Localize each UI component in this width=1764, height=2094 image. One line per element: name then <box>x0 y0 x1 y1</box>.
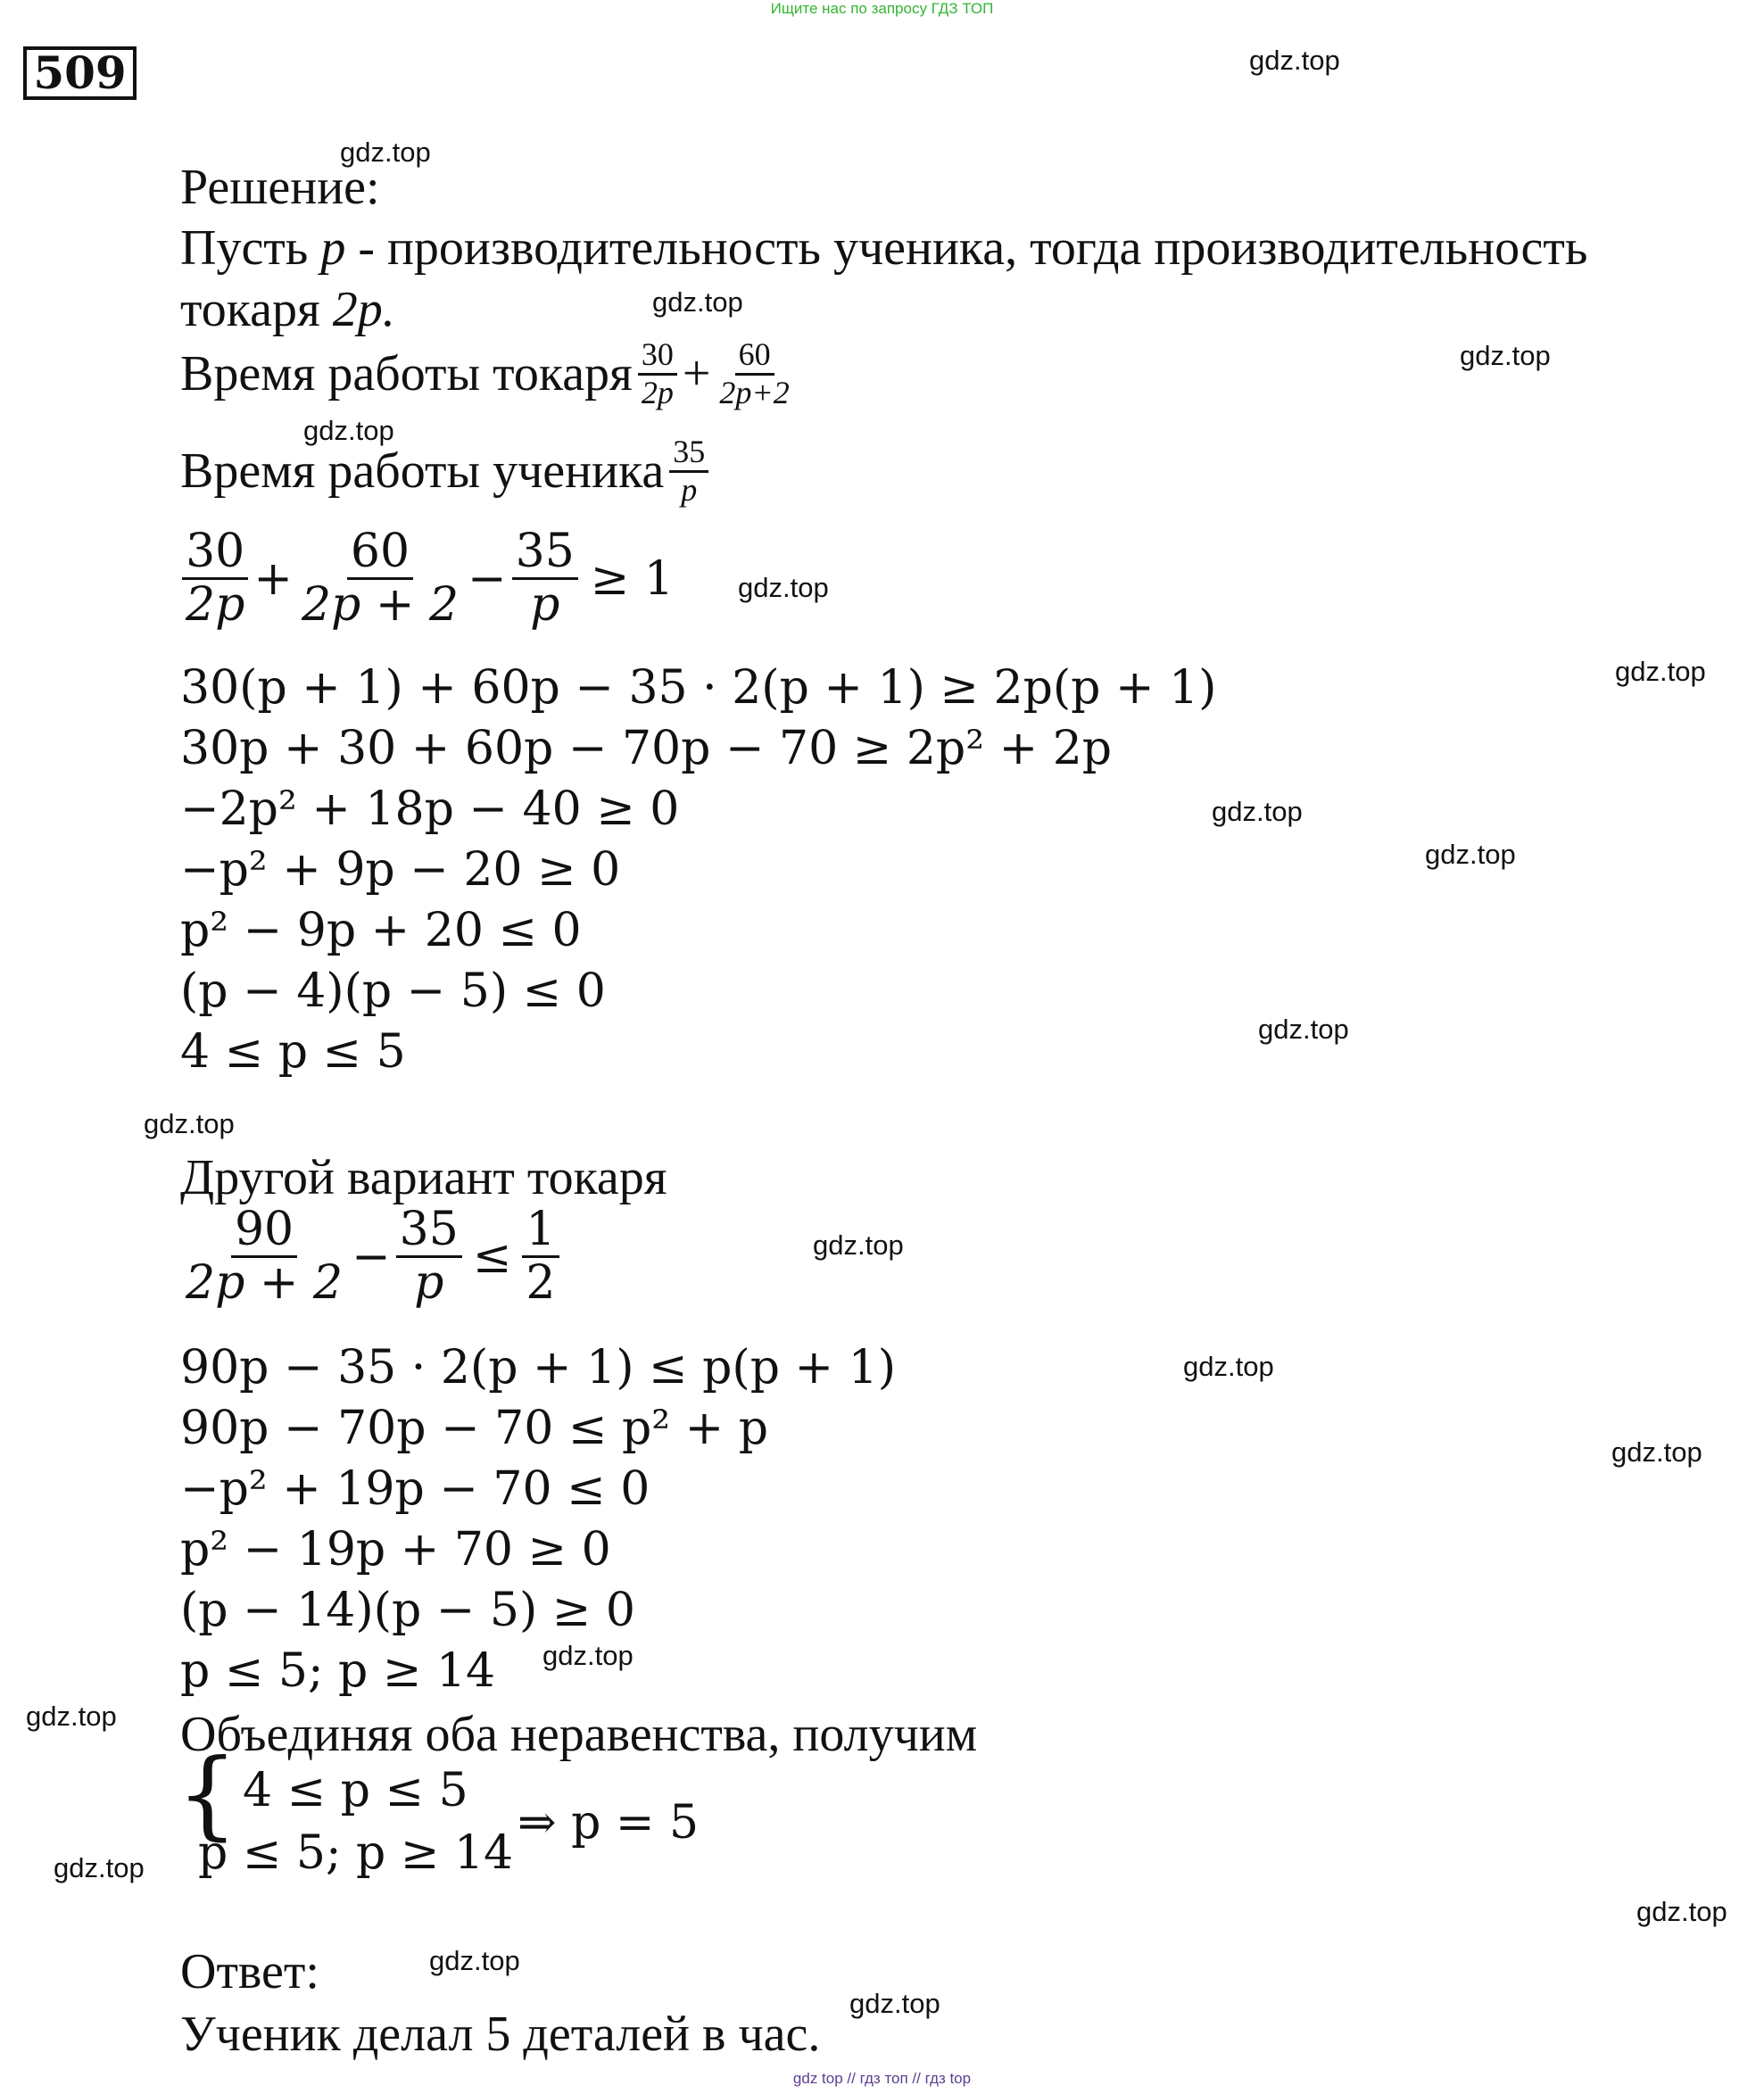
derivation-line: 30p + 30 + 60p − 70p − 70 ≥ 2p² + 2p <box>180 722 1113 775</box>
watermark: gdz.top <box>303 415 394 446</box>
student-time-line <box>180 435 714 508</box>
watermark: gdz.top <box>652 286 743 318</box>
denominator: 2p + 2 <box>301 578 460 633</box>
numerator: 90 <box>231 1204 297 1258</box>
watermark: gdz.top <box>26 1701 117 1732</box>
numerator: 35 <box>396 1204 462 1258</box>
watermark: gdz.top <box>849 1988 940 2019</box>
watermark: gdz.top <box>340 137 431 168</box>
watermark: gdz.top <box>1615 656 1706 687</box>
watermark: gdz.top <box>1249 45 1340 76</box>
main-inequality <box>177 526 674 631</box>
minus-sign: − <box>352 1229 391 1284</box>
numerator: 30 <box>638 337 677 376</box>
watermark: gdz.top <box>54 1852 145 1883</box>
watermark: gdz.top <box>1183 1351 1274 1382</box>
ge-one: ≥ 1 <box>590 551 674 606</box>
derivation-line: p² − 19p + 70 ≥ 0 <box>180 1523 611 1577</box>
system-line-1: 4 ≤ p ≤ 5 <box>243 1764 468 1817</box>
intro-line-1 <box>180 219 1587 277</box>
denominator: 2 <box>526 1256 556 1311</box>
second-inequality <box>177 1204 565 1309</box>
derivation-line: 4 ≤ p ≤ 5 <box>180 1025 406 1079</box>
answer-heading: Ответ: <box>180 1944 319 1999</box>
fraction-60-2p2 <box>716 337 792 410</box>
variable-p: p <box>320 220 346 276</box>
solution-heading: Решение: <box>180 160 380 215</box>
watermark: gdz.top <box>1636 1896 1727 1927</box>
numerator: 1 <box>522 1204 559 1258</box>
intro-line-2 <box>180 281 395 338</box>
fraction-35-p <box>669 435 708 508</box>
intro-rest: - производительность ученика, тогда производительность <box>358 220 1588 276</box>
watermark: gdz.top <box>1258 1014 1349 1045</box>
denominator: 2p + 2 <box>186 1256 344 1311</box>
fraction-1-2 <box>522 1204 559 1309</box>
turner-word: токаря <box>180 282 320 337</box>
derivation-line: (p − 14)(p − 5) ≥ 0 <box>180 1584 635 1637</box>
fraction-90-2p-plus-2 <box>182 1204 346 1309</box>
fraction-60-2p-plus-2-large <box>298 526 462 631</box>
fraction-35-p <box>396 1204 462 1309</box>
combine-text: Объединяя оба неравенства, получим <box>180 1707 978 1762</box>
le-sign: ≤ <box>472 1229 512 1284</box>
answer-text: Ученик делал 5 деталей в час. <box>180 2007 821 2062</box>
numerator: 60 <box>735 337 774 376</box>
denominator: p <box>530 578 560 633</box>
numerator: 35 <box>512 526 578 580</box>
turner-time-label: Время работы токаря <box>180 346 633 402</box>
watermark: gdz.top <box>813 1229 904 1261</box>
minus-sign: − <box>468 551 507 606</box>
derivation-line: p² − 9p + 20 ≤ 0 <box>180 904 582 957</box>
derivation-line: 30(p + 1) + 60p − 35 · 2(p + 1) ≥ 2p(p + 1) <box>180 661 1217 715</box>
denominator: 2p+2 <box>719 374 790 410</box>
second-heading: Другой вариант токаря <box>180 1150 667 1205</box>
derivation-line: 90p − 70p − 70 ≤ p² + p <box>180 1402 769 1455</box>
watermark: gdz.top <box>738 572 829 603</box>
fraction-30-2p <box>638 337 677 410</box>
denominator: p <box>414 1256 444 1311</box>
derivation-line: 90p − 35 · 2(p + 1) ≤ p(p + 1) <box>180 1341 896 1395</box>
derivation-line: p ≤ 5; p ≥ 14 <box>180 1644 496 1698</box>
numerator: 30 <box>182 526 248 580</box>
watermark: gdz.top <box>1611 1436 1702 1468</box>
student-time-label: Время работы ученика <box>180 443 665 500</box>
watermark: gdz.top <box>144 1108 235 1139</box>
derivation-line: −p² + 19p − 70 ≤ 0 <box>180 1462 650 1516</box>
intro-word: Пусть <box>180 220 309 276</box>
footer-watermark: gdz top // гдз топ // гдз top <box>792 2070 972 2087</box>
derivation-line: −2p² + 18p − 40 ≥ 0 <box>180 782 680 836</box>
denominator: 2p <box>186 578 245 633</box>
watermark: gdz.top <box>1212 796 1303 827</box>
watermark: gdz.top <box>542 1640 634 1671</box>
derivation-line: −p² + 9p − 20 ≥ 0 <box>180 843 621 897</box>
fraction-30-2p-large <box>182 526 248 631</box>
top-banner: Ищите нас по запросу ГДЗ ТОП <box>770 0 994 17</box>
watermark: gdz.top <box>1460 340 1551 371</box>
denominator: 2p <box>641 374 674 410</box>
system-brace: { <box>177 1739 238 1850</box>
turner-time-line <box>180 337 799 410</box>
plus-sign: + <box>682 346 711 402</box>
system-line-2: p ≤ 5; p ≥ 14 <box>198 1826 514 1880</box>
watermark: gdz.top <box>1425 839 1516 870</box>
turner-productivity: 2p. <box>332 282 395 337</box>
watermark: gdz.top <box>429 1945 520 1976</box>
derivation-line: (p − 4)(p − 5) ≤ 0 <box>180 964 606 1018</box>
fraction-35-p-large <box>512 526 578 631</box>
problem-number: 509 <box>23 46 137 100</box>
plus-sign: + <box>253 551 293 606</box>
denominator: p <box>681 471 698 508</box>
numerator: 60 <box>347 526 413 580</box>
system-result: ⇒ p = 5 <box>518 1796 700 1850</box>
numerator: 35 <box>669 435 708 473</box>
